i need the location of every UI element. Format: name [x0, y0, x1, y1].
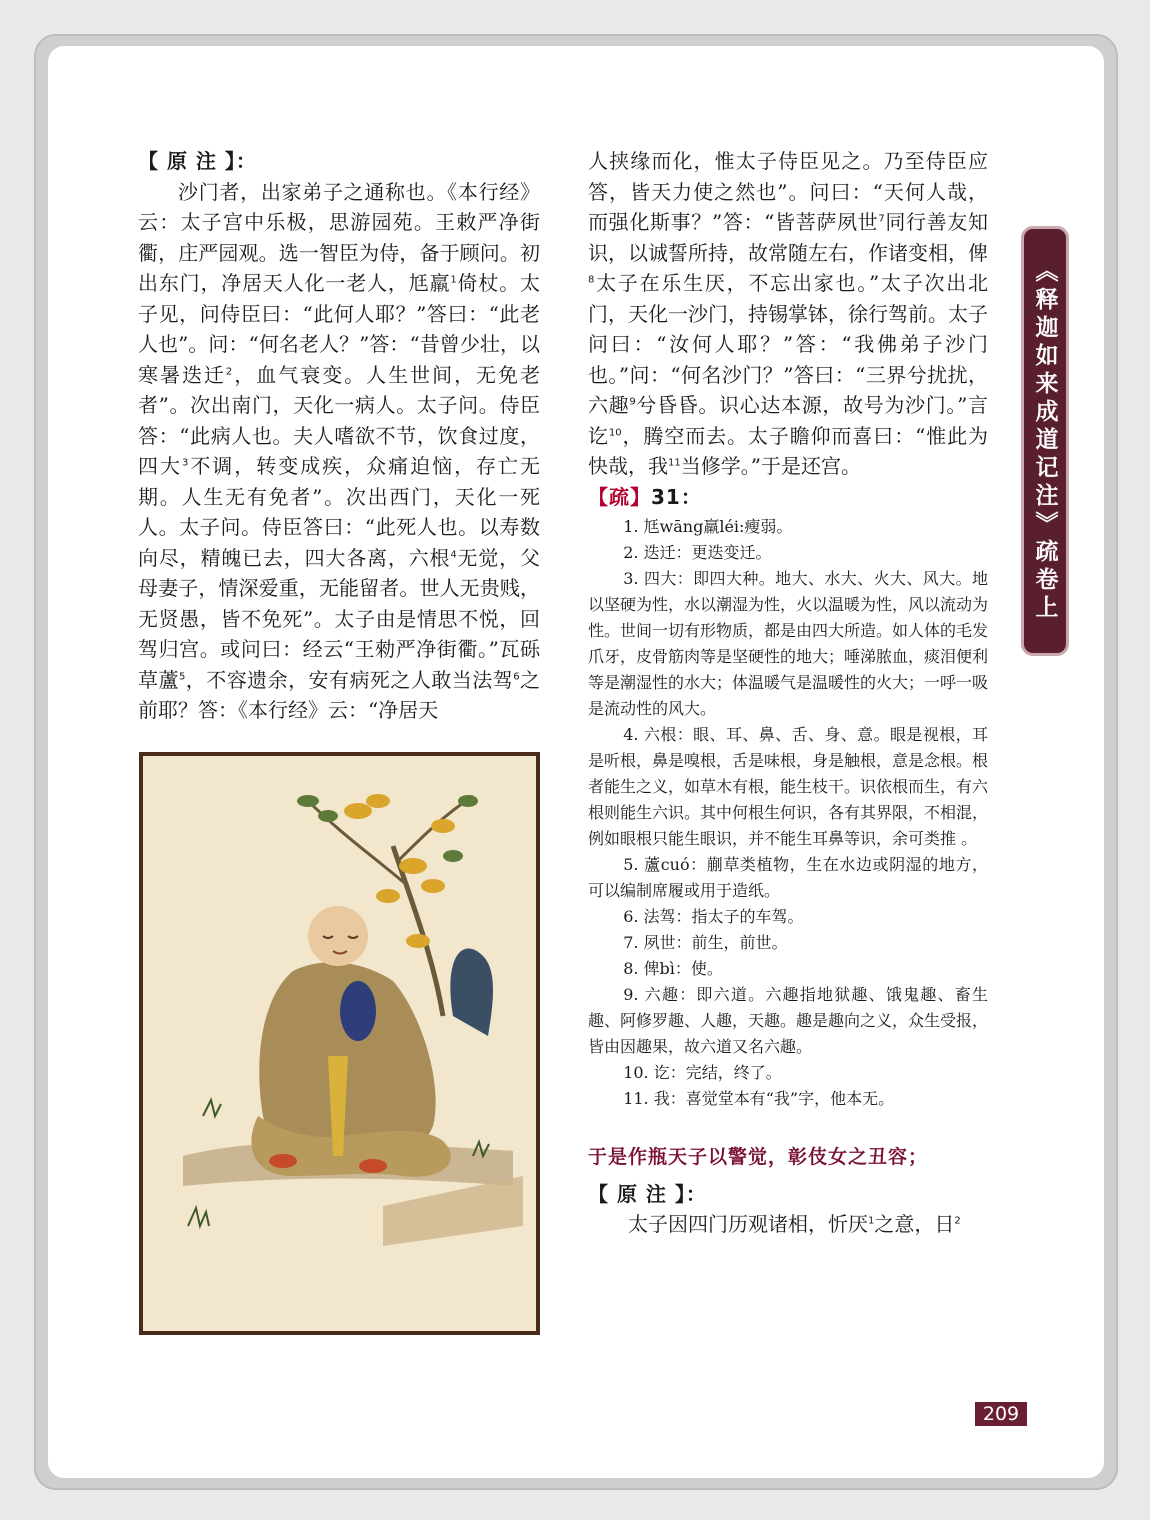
note-item: 6. 法驾：指太子的车驾。	[623, 907, 804, 926]
note-item: 9. 六趣：即六道。六趣指地狱趣、饿鬼趣、畜生趣、阿修罗趣、人趣，天趣。趣是趣向之义，众生受报，皆由因趣果，故六道又名六趣。	[588, 985, 989, 1056]
original-note-label-2: 【 原 注 】：	[588, 1181, 707, 1206]
original-note-text: 沙门者，出家弟子之通称也。《本行经》云：太子宫中乐极，思游园苑。王敕严净街衢，庄严园观。选一智臣为侍，备于顾问。初出东门，净居天人化一老人，尪羸$^1$倚杖。太子见，问侍臣曰：“此何人耶？”答曰：“此老人也”。问：“何名老人？”答：“昔曾少壮，以寒暑迭迁$^2$，血气衰变。人生世间，无免老者”。次出南门，天化一病人。太子问。侍臣答：“此病人也。夫人嗜欲不节，饮食过度，四大$^3$不调，转变成疾，众痛迫恼，存亡无期。人生无有免者”。次出西门，天化一死人。太子问。侍臣答曰：“此死人也。以寿数向尽，精魄已去，四大各离，六根$^4$无觉，父母妻子，情深爱重，无能留者。世人无贵贱，无贤愚，皆不免死”。太子由是情思不悦，回驾归宫。或问曰：经云“王勑严净街衢。”瓦砾草蘆$^5$，不容遗余，安有病死之人敢当法驾$^6$之前耶？答：《本行经》云：“净居天	[138, 179, 541, 722]
commentary-label: 【疏】31：	[588, 484, 702, 509]
commentary-notes	[588, 514, 988, 1112]
note-item: 3. 四大：即四大种。地大、水大、火大、风大。地以坚硬为性，水以潮湿为性，火以温暖为性，风以流动为性。世间一切有形物质，都是由四大所造。如人体的毛发爪牙，皮骨筋肉等是坚硬性的地大；唾涕脓血，痰泪便利等是潮湿性的水大；体温暖气是温暖性的火大；一呼一吸是流动性的风大。	[588, 569, 989, 718]
sutra-verse: 于是作瓶天子以警觉，彰伎女之丑容；	[588, 1146, 929, 1168]
note-item: 8. 俾bì：使。	[623, 959, 723, 978]
note-item: 11. 我：喜觉堂本有“我”字，他本无。	[623, 1089, 895, 1108]
note-item: 1. 尪wāng羸léi:瘦弱。	[623, 517, 793, 536]
note-item: 7. 夙世：前生，前世。	[623, 933, 788, 952]
note-item: 4. 六根：眼、耳、鼻、舌、身、意。眼是视根，耳是听根，鼻是嗅根，舌是味根，身是触根，意是念根。根者能生之义，如草木有根，能生枝干。识依根而生，有六根则能生六识。其中何根生何识，各有其界限，不相混，例如眼根只能生眼识，并不能生耳鼻等识，余可类推 。	[588, 725, 989, 848]
note-item: 10. 讫：完结，终了。	[623, 1063, 782, 1082]
original-note-text-2: 太子因四门历观诸相，忻厌$^1$之意，日$^2$	[628, 1212, 961, 1236]
chapter-side-tab	[1021, 226, 1069, 656]
right-column	[588, 146, 988, 1240]
chapter-side-tab-text: 《释迦如来成道记注》疏卷上	[1031, 259, 1059, 623]
original-note-label: 【 原 注 】：	[138, 149, 257, 173]
note-item: 2. 迭迁：更迭变迁。	[623, 543, 772, 562]
monk-painting-image	[143, 756, 536, 1331]
original-note-continued: 人挟缘而化，惟太子侍臣见之。乃至侍臣应答，皆天力使之然也”。问曰：“天何人哉，而强化斯事？”答：“皆菩萨夙世$^7$同行善友知识，以诚誓所持，故常随左右，作诸变相，俾$^8$太子在乐生厌，不忘出家也。”太子次出北门，天化一沙门，持锡掌钵，徐行驾前。太子问曰：“汝何人耶？”答：“我佛弟子沙门也。”问：“何名沙门？”答曰：“三界兮扰扰，六趣$^9$兮昏昏。识心达本源，故号为沙门。”言讫$^{10}$，腾空而去。太子瞻仰而喜曰：“惟此为快哉，我$^{11}$当修学。”于是还宫。	[588, 149, 988, 478]
page-number: 209	[975, 1402, 1027, 1426]
left-column	[138, 146, 540, 726]
monk-painting	[139, 752, 540, 1335]
note-item: 5. 蘆cuó：蒯草类植物，生在水边或阴湿的地方，可以编制席履或用于造纸。	[588, 855, 988, 900]
